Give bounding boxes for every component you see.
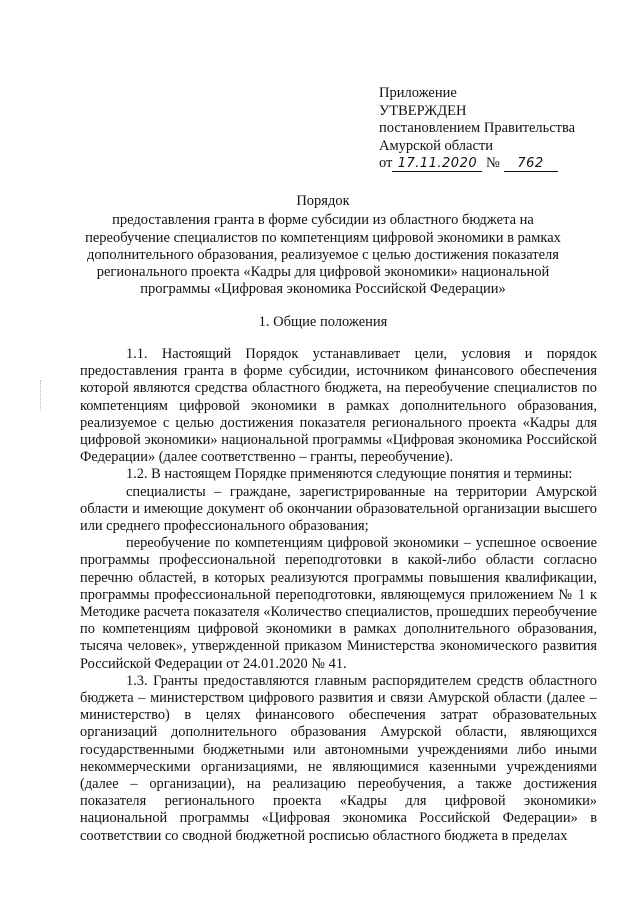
approval-date-number-line <box>379 155 619 173</box>
paragraph-1-2: 1.2. В настоящем Порядке применяются следующие понятия и термины: <box>126 466 573 483</box>
title-line: переобучение специалистов по компетенциям цифровой экономики в рамках <box>85 229 561 246</box>
definition-specialists: специалисты – граждане, зарегистрированные на территории Амурской области и имеющие документ об окончании образовательной организации высшего или среднего профессионального образования; <box>80 483 597 535</box>
handwritten-number: 762 <box>504 157 558 172</box>
date-prefix: от <box>379 155 393 172</box>
document-body <box>80 346 597 845</box>
title-line: регионального проекта «Кадры для цифровой экономики» национальной <box>96 264 550 281</box>
title-line: программы «Цифровая экономика Российской Федерации» <box>140 281 506 298</box>
definition-retraining: переобучение по компетенциям цифровой экономики – успешное освоение программы профессиональной переподготовки в какой-либо области согласно перечню областей, в которых реализуются программы повышения квалификации, программы профессиональной переподготовки, являющемуся приложением № 1 к Методике расчета показателя «Количество специалистов, прошедших переобучение по компетенциям цифровой экономики в рамках дополнительного образования, тысяча человек», утвержденной приказом Министерства экономического развития Российской Федерации от 24.01.2020 № 41. <box>80 535 597 672</box>
approval-line-approved: УТВЕРЖДЕН <box>379 102 467 119</box>
document-title <box>80 193 566 299</box>
section-heading: 1. Общие положения <box>258 314 388 330</box>
title-line: дополнительного образования, реализуемое с целью достижения показателя <box>87 246 559 263</box>
approval-stamp <box>379 85 619 173</box>
number-prefix: № <box>486 155 500 172</box>
paragraph-1-1: 1.1. Настоящий Порядок устанавливает цели, условия и порядок предоставления гранта в форме субсидии, источником финансового обеспечения которой являются средства областного бюджета, на переобучение специалистов по компетенциям цифровой экономики в рамках дополнительного образования, реализуемое с целью достижения показателя регионального проекта «Кадры для цифровой экономики» национальной программы «Цифровая экономика Российской Федерации» (далее соответственно – гранты, переобучение). <box>80 346 597 466</box>
approval-line-resolution: постановлением Правительства <box>379 120 576 137</box>
handwritten-date: 17.11.2020 <box>392 157 482 172</box>
title-main: Порядок <box>296 193 350 209</box>
approval-line-appendix: Приложение <box>379 85 457 101</box>
margin-mark <box>40 380 42 410</box>
approval-line-region: Амурской области <box>379 137 493 154</box>
title-line: предоставления гранта в форме субсидии из областного бюджета на <box>112 212 534 229</box>
paragraph-1-3: 1.3. Гранты предоставляются главным распорядителем средств областного бюджета – министерством цифрового развития и связи Амурской области (далее – министерство) в целях финансового обеспечения затрат образовательных организаций дополнительного образования Амурской области, являющихся государственными бюджетными или автономными учреждениями либо иными некоммерческими организациями, не являющимися казенными учреждениями (далее – организации), на реализацию переобучения, а также достижения показателя регионального проекта «Кадры для цифровой экономики» национальной программы «Цифровая экономика Российской Федерации» в соответствии со сводной бюджетной росписью областного бюджета в пределах <box>80 672 597 844</box>
